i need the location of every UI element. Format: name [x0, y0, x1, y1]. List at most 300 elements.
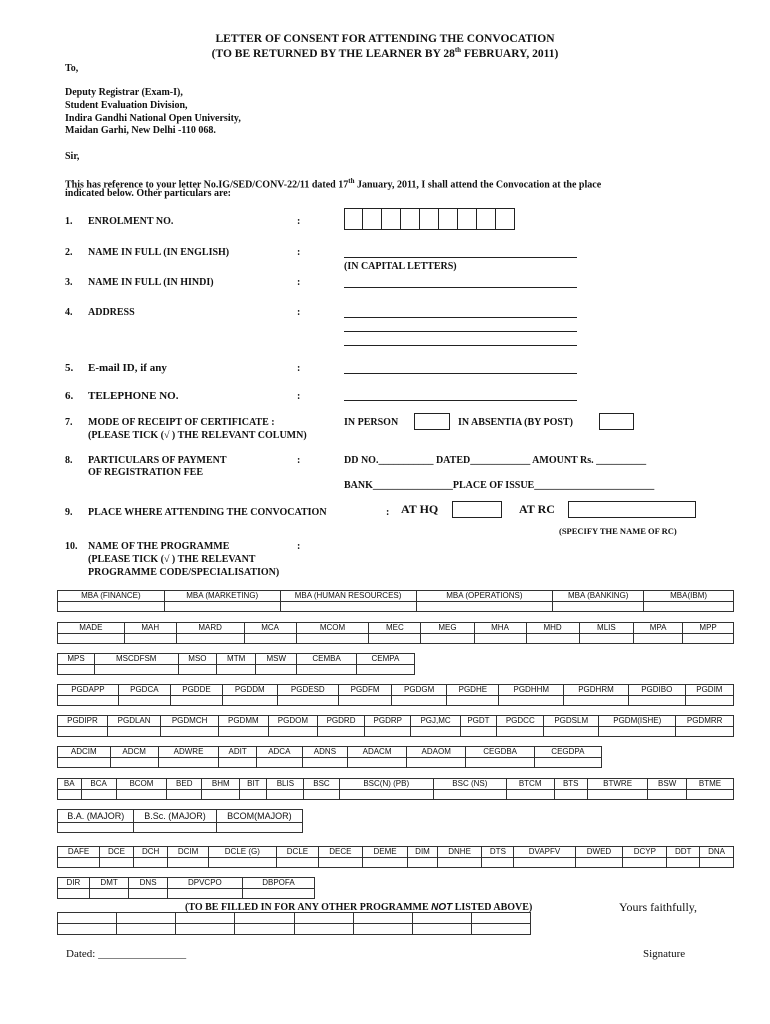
programme-code: MCOM: [296, 623, 369, 634]
programme-code: DNHE: [437, 847, 482, 858]
tick-cell[interactable]: [667, 858, 700, 868]
tick-cell[interactable]: [406, 758, 466, 768]
programme-code: MTM: [217, 654, 256, 665]
programme-code: PGDIPR: [58, 716, 108, 727]
tick-cell[interactable]: [276, 858, 318, 868]
other-part: LISTED ABOVE): [452, 902, 533, 913]
tick-cell[interactable]: [58, 602, 165, 612]
mode-receipt-label: MODE OF RECEIPT OF CERTIFICATE :: [88, 417, 275, 428]
in-absentia-label: IN ABSENTIA (BY POST): [458, 417, 573, 428]
field-number: 9.: [65, 507, 73, 518]
programme-code: DCE: [100, 847, 134, 858]
other-programme-cell[interactable]: [294, 913, 353, 924]
tick-cell[interactable]: [124, 634, 176, 644]
programme-code: BSW: [648, 779, 687, 790]
programme-code: MADE: [58, 623, 125, 634]
programme-code: ADACM: [348, 747, 407, 758]
tick-cell[interactable]: [676, 727, 734, 737]
address-input-line[interactable]: [344, 331, 577, 332]
address-input-line[interactable]: [344, 317, 577, 318]
specify-rc-note: (SPECIFY THE NAME OF RC): [559, 526, 677, 536]
programme-code: DNA: [700, 847, 734, 858]
at-hq-label: AT HQ: [401, 502, 439, 516]
subtitle-part: FEBRUARY, 2011): [461, 47, 559, 60]
tick-cell[interactable]: [579, 634, 633, 644]
programme-code: MBA (BANKING): [553, 591, 644, 602]
tick-cell[interactable]: [202, 790, 240, 800]
other-part: (TO BE FILLED IN FOR ANY OTHER PROGRAMME: [185, 902, 432, 913]
programme-code: PGDIBO: [628, 685, 685, 696]
subtitle-sup: th: [454, 46, 462, 54]
tick-cell[interactable]: [167, 889, 242, 899]
other-programme-cell[interactable]: [58, 924, 117, 935]
programme-code: MEC: [369, 623, 421, 634]
salutation: Sir,: [65, 151, 80, 162]
programme-code: DCLE: [276, 847, 318, 858]
telephone-label: TELEPHONE NO.: [88, 390, 179, 402]
other-programme-cell[interactable]: [471, 924, 530, 935]
programme-code: PGDMM: [218, 716, 268, 727]
programme-code: BHM: [202, 779, 240, 790]
field-number: 6.: [65, 390, 74, 402]
intro-part: This has reference to your letter No.IG/SED/CONV-22/11 dated 17: [65, 179, 349, 191]
tick-cell[interactable]: [685, 696, 733, 706]
tick-cell[interactable]: [168, 858, 208, 868]
enrolment-digit-box[interactable]: [420, 208, 439, 230]
field-number: 7.: [65, 417, 73, 428]
field-number: 10.: [65, 541, 78, 552]
programme-code: CEMBA: [297, 654, 356, 665]
tick-cell[interactable]: [553, 602, 644, 612]
programme-code: PGDDE: [170, 685, 222, 696]
tick-cell[interactable]: [216, 823, 302, 833]
other-programme-cell[interactable]: [235, 924, 294, 935]
tick-cell[interactable]: [433, 790, 506, 800]
tick-cell[interactable]: [129, 889, 168, 899]
programme-code: BCOM(MAJOR): [216, 810, 302, 823]
programme-code: MBA (FINANCE): [58, 591, 165, 602]
tick-cell[interactable]: [296, 634, 369, 644]
enrolment-digit-box[interactable]: [439, 208, 458, 230]
tick-cell[interactable]: [94, 665, 178, 675]
programme-label: NAME OF THE PROGRAMME: [88, 541, 230, 552]
programme-code: DCYP: [623, 847, 667, 858]
programme-code: BLIS: [267, 779, 304, 790]
enrolment-digit-box[interactable]: [496, 208, 515, 230]
tick-cell[interactable]: [644, 602, 734, 612]
programme-code: BSC(N) (PB): [339, 779, 433, 790]
enrolment-boxes[interactable]: [344, 208, 515, 230]
tick-cell[interactable]: [218, 727, 268, 737]
programme-code: MAH: [124, 623, 176, 634]
programme-code: MEG: [421, 623, 474, 634]
capital-letters-note: (IN CAPITAL LETTERS): [344, 261, 457, 272]
email-label: E-mail ID, if any: [88, 362, 167, 374]
colon: :: [297, 247, 301, 258]
tick-cell[interactable]: [564, 696, 629, 706]
tick-cell[interactable]: [167, 790, 202, 800]
programme-code: DTS: [482, 847, 514, 858]
tick-cell[interactable]: [100, 858, 134, 868]
programme-code: ADCIM: [58, 747, 111, 758]
enrolment-digit-box[interactable]: [477, 208, 496, 230]
other-programme-cell[interactable]: [117, 913, 176, 924]
tick-cell[interactable]: [408, 858, 438, 868]
programme-table-diploma2: [57, 877, 315, 899]
programme-table-masters: [57, 622, 734, 644]
tick-cell[interactable]: [58, 858, 100, 868]
other-programme-cell[interactable]: [235, 913, 294, 924]
other-programme-cell[interactable]: [353, 913, 412, 924]
programme-code: BTWRE: [587, 779, 647, 790]
tick-cell[interactable]: [339, 790, 433, 800]
field-number: 3.: [65, 277, 73, 288]
programme-code: MBA (HUMAN RESOURCES): [280, 591, 416, 602]
tick-cell[interactable]: [339, 696, 392, 706]
tick-cell[interactable]: [58, 696, 119, 706]
tick-cell[interactable]: [170, 696, 222, 706]
dd-details[interactable]: DD NO.___________ DATED____________ AMOUNT Rs. __________: [344, 455, 647, 466]
tick-cell[interactable]: [362, 858, 407, 868]
programme-code: PGDIM: [685, 685, 733, 696]
tick-cell[interactable]: [482, 858, 514, 868]
tick-cell[interactable]: [133, 858, 168, 868]
tick-cell[interactable]: [687, 790, 734, 800]
tick-cell[interactable]: [466, 758, 534, 768]
tick-cell[interactable]: [599, 727, 676, 737]
tick-cell[interactable]: [256, 665, 297, 675]
tick-cell[interactable]: [223, 696, 277, 706]
programme-code: PGDOM: [268, 716, 317, 727]
address-input-line[interactable]: [344, 345, 577, 346]
programme-code: CEMPA: [356, 654, 414, 665]
programme-code: ADIT: [219, 747, 257, 758]
programme-code: DCH: [133, 847, 168, 858]
address-line: Student Evaluation Division,: [65, 100, 188, 111]
intro-line2: indicated below. Other particulars are:: [65, 188, 232, 199]
tick-cell[interactable]: [107, 727, 160, 737]
programme-code: DEME: [362, 847, 407, 858]
programme-table-mba: [57, 590, 734, 612]
programme-code: DNS: [129, 878, 168, 889]
programme-code: PGDRP: [365, 716, 411, 727]
tick-cell[interactable]: [411, 727, 460, 737]
programme-code: ADAOM: [406, 747, 466, 758]
programme-code: B.Sc. (MAJOR): [134, 810, 216, 823]
enrolment-digit-box[interactable]: [363, 208, 382, 230]
programme-code: ADCM: [110, 747, 158, 758]
enrolment-digit-box[interactable]: [382, 208, 401, 230]
tick-cell[interactable]: [268, 727, 317, 737]
tick-cell[interactable]: [514, 858, 575, 868]
field-number: 2.: [65, 247, 73, 258]
programme-code: DVAPFV: [514, 847, 575, 858]
programme-code: DAFE: [58, 847, 100, 858]
programme-code: MBA (OPERATIONS): [416, 591, 553, 602]
tick-cell[interactable]: [257, 758, 303, 768]
tick-cell[interactable]: [460, 727, 497, 737]
tick-cell[interactable]: [89, 889, 128, 899]
programme-code: MCA: [244, 623, 296, 634]
tick-cell[interactable]: [58, 634, 125, 644]
document-title: LETTER OF CONSENT FOR ATTENDING THE CONVOCATION: [215, 33, 555, 45]
field-number: 1.: [65, 216, 73, 227]
intro-sup: th: [348, 177, 355, 185]
tick-cell[interactable]: [134, 823, 216, 833]
programme-code: DIR: [58, 878, 90, 889]
programme-code: BCA: [81, 779, 116, 790]
tick-cell[interactable]: [497, 727, 544, 737]
other-programme-cell[interactable]: [353, 924, 412, 935]
tick-cell[interactable]: [58, 727, 108, 737]
tick-cell[interactable]: [587, 790, 647, 800]
tick-cell[interactable]: [176, 634, 244, 644]
mode-receipt-instruction: (PLEASE TICK (√ ) THE RELEVANT COLUMN): [88, 430, 307, 441]
programme-code: PGDHHM: [499, 685, 564, 696]
programme-code: DPVCPO: [167, 878, 242, 889]
programme-code: PGDHRM: [564, 685, 629, 696]
programme-code: DDT: [667, 847, 700, 858]
programme-code: DCIM: [168, 847, 208, 858]
field-number: 4.: [65, 307, 73, 318]
programme-code: PGDGM: [392, 685, 447, 696]
tick-cell[interactable]: [648, 790, 687, 800]
programme-table-major: [57, 809, 303, 833]
place-label: PLACE WHERE ATTENDING THE CONVOCATION: [88, 507, 327, 518]
tick-cell[interactable]: [178, 665, 217, 675]
tick-cell[interactable]: [244, 634, 296, 644]
tick-cell[interactable]: [240, 790, 267, 800]
in-absentia-checkbox[interactable]: [599, 413, 634, 430]
to-label: To,: [65, 63, 79, 74]
programme-table-pgd1: [57, 684, 734, 706]
tick-cell[interactable]: [164, 602, 280, 612]
tick-cell[interactable]: [356, 665, 414, 675]
in-person-checkbox[interactable]: [414, 413, 450, 430]
programme-code: PGDT: [460, 716, 497, 727]
payment-label-2: OF REGISTRATION FEE: [88, 467, 204, 478]
programme-code: PGDCC: [497, 716, 544, 727]
tick-cell[interactable]: [544, 727, 599, 737]
tick-cell[interactable]: [267, 790, 304, 800]
enrolment-digit-box[interactable]: [401, 208, 420, 230]
tick-cell[interactable]: [369, 634, 421, 644]
field-number: 8.: [65, 455, 73, 466]
tick-cell[interactable]: [208, 858, 276, 868]
programme-code: ADNS: [302, 747, 348, 758]
programme-code: ADWRE: [158, 747, 218, 758]
tick-cell[interactable]: [58, 889, 90, 899]
programme-code: BA: [58, 779, 82, 790]
colon: :: [297, 541, 301, 552]
tick-cell[interactable]: [437, 858, 482, 868]
at-hq-checkbox[interactable]: [452, 501, 502, 518]
name-hindi-label: NAME IN FULL (IN HINDI): [88, 277, 214, 288]
programme-code: BSC: [304, 779, 339, 790]
programme-code: BED: [167, 779, 202, 790]
address-line: Indira Gandhi National Open University,: [65, 113, 241, 124]
tick-cell[interactable]: [700, 858, 734, 868]
tick-cell[interactable]: [365, 727, 411, 737]
colon: :: [297, 455, 301, 466]
programme-code: PGDFM: [339, 685, 392, 696]
tick-cell[interactable]: [317, 727, 364, 737]
tick-cell[interactable]: [416, 602, 553, 612]
tick-cell[interactable]: [116, 790, 166, 800]
other-programme-cell[interactable]: [412, 924, 471, 935]
telephone-input-line[interactable]: [344, 400, 577, 401]
programme-code: DIM: [408, 847, 438, 858]
tick-cell[interactable]: [58, 665, 95, 675]
tick-cell[interactable]: [302, 758, 348, 768]
programme-code: MSW: [256, 654, 297, 665]
tick-cell[interactable]: [534, 758, 601, 768]
tick-cell[interactable]: [58, 823, 134, 833]
tick-cell[interactable]: [58, 790, 82, 800]
tick-cell[interactable]: [58, 758, 111, 768]
tick-cell[interactable]: [628, 696, 685, 706]
enrolment-digit-box[interactable]: [344, 208, 363, 230]
tick-cell[interactable]: [161, 727, 219, 737]
programme-table-pgd2: [57, 715, 734, 737]
programme-code: PGDMRR: [676, 716, 734, 727]
programme-table-adv: [57, 746, 602, 768]
tick-cell[interactable]: [158, 758, 218, 768]
signature-label: Signature: [643, 948, 686, 960]
tick-cell[interactable]: [506, 790, 554, 800]
programme-code: MHD: [526, 623, 579, 634]
programme-code: PGDAPP: [58, 685, 119, 696]
programme-code: PGDM(ISHE): [599, 716, 676, 727]
programme-code: PGDMCH: [161, 716, 219, 727]
programme-code: BTCM: [506, 779, 554, 790]
programme-code: DECE: [319, 847, 363, 858]
programme-code: B.A. (MAJOR): [58, 810, 134, 823]
tick-cell[interactable]: [219, 758, 257, 768]
tick-cell[interactable]: [421, 634, 474, 644]
field-number: 5.: [65, 362, 74, 374]
tick-cell[interactable]: [277, 696, 339, 706]
in-person-label: IN PERSON: [344, 417, 399, 428]
programme-code: BIT: [240, 779, 267, 790]
colon: :: [386, 507, 390, 518]
programme-code: PGDHE: [447, 685, 499, 696]
other-programme-cell[interactable]: [58, 913, 117, 924]
programme-code: BTME: [687, 779, 734, 790]
tick-cell[interactable]: [526, 634, 579, 644]
other-programme-cell[interactable]: [471, 913, 530, 924]
tick-cell[interactable]: [118, 696, 170, 706]
programme-code: PGDDM: [223, 685, 277, 696]
tick-cell[interactable]: [297, 665, 356, 675]
tick-cell[interactable]: [634, 634, 683, 644]
tick-cell[interactable]: [447, 696, 499, 706]
tick-cell[interactable]: [304, 790, 339, 800]
tick-cell[interactable]: [554, 790, 587, 800]
at-rc-label: AT RC: [519, 502, 555, 516]
programme-code: DMT: [89, 878, 128, 889]
programme-instruction: (PLEASE TICK (√ ) THE RELEVANT: [88, 554, 256, 565]
programme-table-diploma: [57, 846, 734, 868]
programme-code: PGDSLM: [544, 716, 599, 727]
other-programme-cell[interactable]: [176, 913, 235, 924]
tick-cell[interactable]: [499, 696, 564, 706]
address-line: Maidan Garhi, New Delhi -110 068.: [65, 125, 216, 136]
programme-code: CEGDPA: [534, 747, 601, 758]
programme-code: ADCA: [257, 747, 303, 758]
programme-code: PGDRD: [317, 716, 364, 727]
payment-label: PARTICULARS OF PAYMENT: [88, 455, 227, 466]
tick-cell[interactable]: [242, 889, 314, 899]
yours-faithfully: Yours faithfully,: [619, 900, 698, 914]
dated-field[interactable]: Dated: ________________: [66, 948, 187, 960]
at-rc-input[interactable]: [568, 501, 696, 518]
tick-cell[interactable]: [623, 858, 667, 868]
programme-code: DBPOFA: [242, 878, 314, 889]
colon: :: [297, 363, 301, 374]
enrolment-digit-box[interactable]: [458, 208, 477, 230]
tick-cell[interactable]: [474, 634, 526, 644]
programme-code: BCOM: [116, 779, 166, 790]
bank-details[interactable]: BANK________________PLACE OF ISSUE________________________: [344, 480, 655, 491]
programme-code: MLIS: [579, 623, 633, 634]
subtitle-part: (TO BE RETURNED BY THE LEARNER BY 28: [211, 47, 455, 60]
tick-cell[interactable]: [217, 665, 256, 675]
programme-code: MPP: [683, 623, 734, 634]
document-subtitle: [0, 46, 770, 60]
programme-code: CEGDBA: [466, 747, 534, 758]
other-programme-cell[interactable]: [412, 913, 471, 924]
programme-table-bachelor: [57, 778, 734, 800]
programme-table-ms: [57, 653, 415, 675]
programme-code: MBA (MARKETING): [164, 591, 280, 602]
other-emphasis: NOT: [431, 902, 453, 913]
email-input-line[interactable]: [344, 373, 577, 374]
programme-code: DWED: [575, 847, 623, 858]
colon: :: [297, 216, 301, 227]
intro-part: January, 2011, I shall attend the Convocation at the place: [354, 179, 602, 191]
programme-code: BSC (NS): [433, 779, 506, 790]
programme-instruction-2: PROGRAMME CODE/SPECIALISATION): [88, 567, 280, 578]
programme-code: MBA(IBM): [644, 591, 734, 602]
other-programme-cell[interactable]: [117, 924, 176, 935]
colon: :: [297, 277, 301, 288]
address-label: ADDRESS: [88, 307, 135, 318]
tick-cell[interactable]: [280, 602, 416, 612]
colon: :: [297, 307, 301, 318]
programme-code: MSCDFSM: [94, 654, 178, 665]
tick-cell[interactable]: [348, 758, 407, 768]
programme-code: MARD: [176, 623, 244, 634]
tick-cell[interactable]: [81, 790, 116, 800]
tick-cell[interactable]: [319, 858, 363, 868]
programme-code: DCLE (G): [208, 847, 276, 858]
enrolment-label: ENROLMENT NO.: [88, 216, 174, 227]
name-english-input-line[interactable]: [344, 257, 577, 258]
programme-code: BTS: [554, 779, 587, 790]
programme-code: PGDESD: [277, 685, 339, 696]
programme-code: PGDLAN: [107, 716, 160, 727]
tick-cell[interactable]: [683, 634, 734, 644]
tick-cell[interactable]: [392, 696, 447, 706]
tick-cell[interactable]: [575, 858, 623, 868]
programme-code: PGJ,MC: [411, 716, 460, 727]
other-programme-cell[interactable]: [176, 924, 235, 935]
tick-cell[interactable]: [110, 758, 158, 768]
programme-code: PGDCA: [118, 685, 170, 696]
other-programme-cell[interactable]: [294, 924, 353, 935]
name-hindi-input-line[interactable]: [344, 287, 577, 288]
